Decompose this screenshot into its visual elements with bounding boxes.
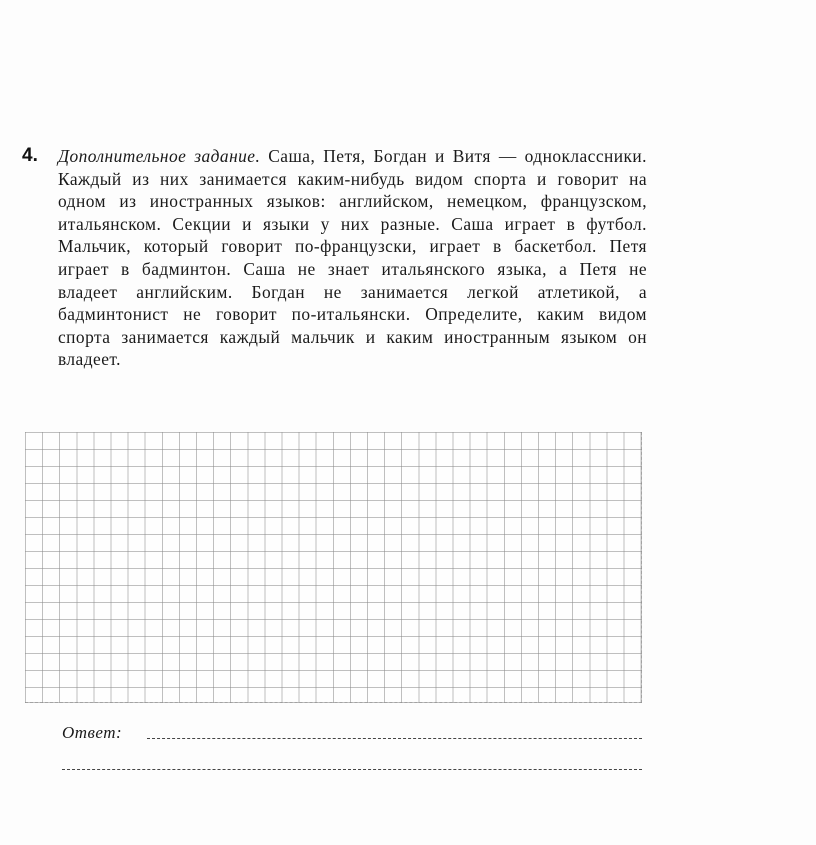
- answer-line-extra[interactable]: [62, 769, 642, 770]
- answer-label: Ответ:: [62, 723, 123, 742]
- task-text: [58, 145, 647, 371]
- task-number: 4.: [22, 145, 38, 166]
- task-body: Саша, Петя, Богдан и Витя — одноклассники. Каждый из них занимается каким-нибудь видом спорта и говорит на одном из иностранных языков: английском, немецком, французском, итальянском. Секции и языки у них разные. Саша играет в футбол. Мальчик, который говорит по-французски, играет в баскетбол. Петя играет в бадминтон. Саша не знает итальянского языка, а Петя не владеет английским. Богдан не занимается легкой атлетикой, а бадминтонист не говорит по-итальянски. Определите, каким видом спорта занимается каждый мальчик и каким иностранным языком он владеет.: [58, 146, 647, 370]
- task-block: [22, 145, 647, 371]
- answer-row: [62, 722, 642, 746]
- squared-work-area: [25, 432, 642, 703]
- task-lead: Дополнительное задание.: [58, 146, 261, 166]
- answer-line[interactable]: [147, 738, 642, 739]
